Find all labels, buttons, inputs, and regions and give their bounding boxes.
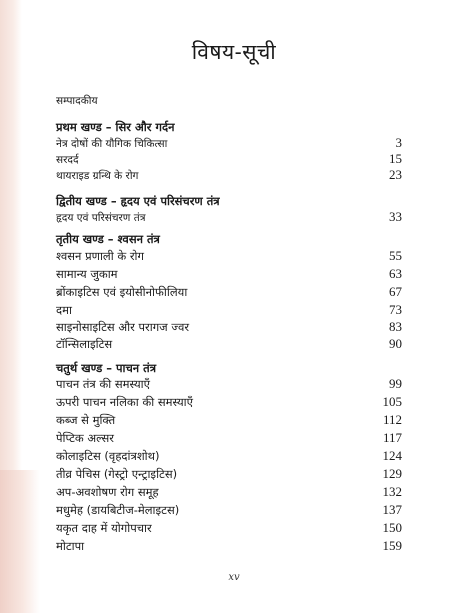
toc-entry-page: 15 <box>389 151 402 166</box>
toc-entry-page: 73 <box>389 302 402 317</box>
toc-entry-label: साइनोसाइटिस और परागज ज्वर <box>56 320 190 334</box>
toc-entry <box>56 317 402 335</box>
toc-entry-label: सरदर्द <box>56 154 79 166</box>
toc-entry-label: अप-अवशोषण रोग समूह <box>56 485 159 499</box>
toc-entry-label: टॉन्सिलाइटिस <box>56 337 113 351</box>
toc-entry-page: 105 <box>382 394 402 409</box>
toc-entry-label: सम्पादकीय <box>56 95 98 107</box>
toc-entry <box>56 518 402 536</box>
toc-entry-label: यकृत दाह में योगोपचार <box>56 521 152 535</box>
section-heading: तृतीय खण्ड – श्वसन तंत्र <box>56 232 160 246</box>
toc-entry-page: 23 <box>389 167 402 182</box>
toc-entry-label: ऊपरी पाचन नलिका की समस्याएँ <box>56 395 193 409</box>
toc-entry <box>56 207 402 225</box>
toc-entry <box>56 500 402 518</box>
toc-entry-page: 3 <box>395 135 402 150</box>
toc-entry <box>56 428 402 446</box>
toc-entry <box>56 446 402 464</box>
toc-entry-label: मोटापा <box>56 539 85 553</box>
toc-entry-label: सामान्य जुकाम <box>56 267 118 281</box>
toc-entry <box>56 464 402 482</box>
toc-entry-page: 117 <box>382 430 402 445</box>
page-folio: xv <box>228 572 240 583</box>
toc-entry <box>56 264 402 282</box>
toc-entry-page: 67 <box>389 284 402 299</box>
toc-entry-label: कब्ज से मुक्ति <box>56 413 116 427</box>
section-heading: चतुर्थ खण्ड – पाचन तंत्र <box>56 361 157 375</box>
toc-entry-page: 112 <box>382 412 402 427</box>
toc-editorial <box>56 90 402 108</box>
toc-entry-label: दमा <box>56 303 72 317</box>
toc-entry-label: मधुमेह (डायबिटीज-मेलाइटस) <box>56 503 180 517</box>
toc-entry-page: 159 <box>382 538 402 553</box>
toc-entry <box>56 392 402 410</box>
toc-entry-label: पाचन तंत्र की समस्याएँ <box>56 377 151 391</box>
toc-entry-page: 150 <box>382 520 402 535</box>
toc-entry-label: हृदय एवं परिसंचरण तंत्र <box>56 212 146 224</box>
toc-entry-label: पेप्टिक अल्सर <box>56 431 114 445</box>
toc-entry <box>56 374 402 392</box>
toc-entry-page: 129 <box>382 466 402 481</box>
toc-entry-page: 99 <box>389 376 402 391</box>
toc-entry-label: कोलाइटिस (वृहदांत्रशोथ) <box>56 449 160 463</box>
toc-entry <box>56 165 402 183</box>
toc-entry <box>56 410 402 428</box>
toc-entry <box>56 482 402 500</box>
toc-entry <box>56 536 402 554</box>
contents-page <box>34 0 434 613</box>
toc-entry-page: 63 <box>389 266 402 281</box>
toc-entry-page: 132 <box>382 484 402 499</box>
toc-entry <box>56 300 402 318</box>
toc-entry <box>56 282 402 300</box>
toc-entry-label: थायराइड ग्रन्थि के रोग <box>56 170 139 182</box>
section-heading: प्रथम खण्ड – सिर और गर्दन <box>56 120 175 134</box>
toc-entry-label: ब्रोंकाइटिस एवं इयोसीनोफीलिया <box>56 285 188 299</box>
toc-entry <box>56 334 402 352</box>
toc-entry-page: 33 <box>389 209 402 224</box>
toc-entry-page: 83 <box>389 319 402 334</box>
section-heading: द्वितीय खण्ड – हृदय एवं परिसंचरण तंत्र <box>56 194 220 208</box>
toc-entry-page: 55 <box>389 248 402 263</box>
toc-entry <box>56 246 402 264</box>
toc-entry-page: 90 <box>389 336 402 351</box>
toc-entry-label: नेत्र दोषों की यौगिक चिकित्सा <box>56 138 168 150</box>
toc-entry-label: तीव्र पेचिस (गेस्ट्रो एन्ट्राइटिस) <box>56 467 178 481</box>
toc-entry-label: श्वसन प्रणाली के रोग <box>56 249 145 263</box>
toc-entry-page: 124 <box>382 448 402 463</box>
toc-entry-page: 137 <box>382 502 402 517</box>
page-title: विषय-सूची <box>191 40 277 64</box>
